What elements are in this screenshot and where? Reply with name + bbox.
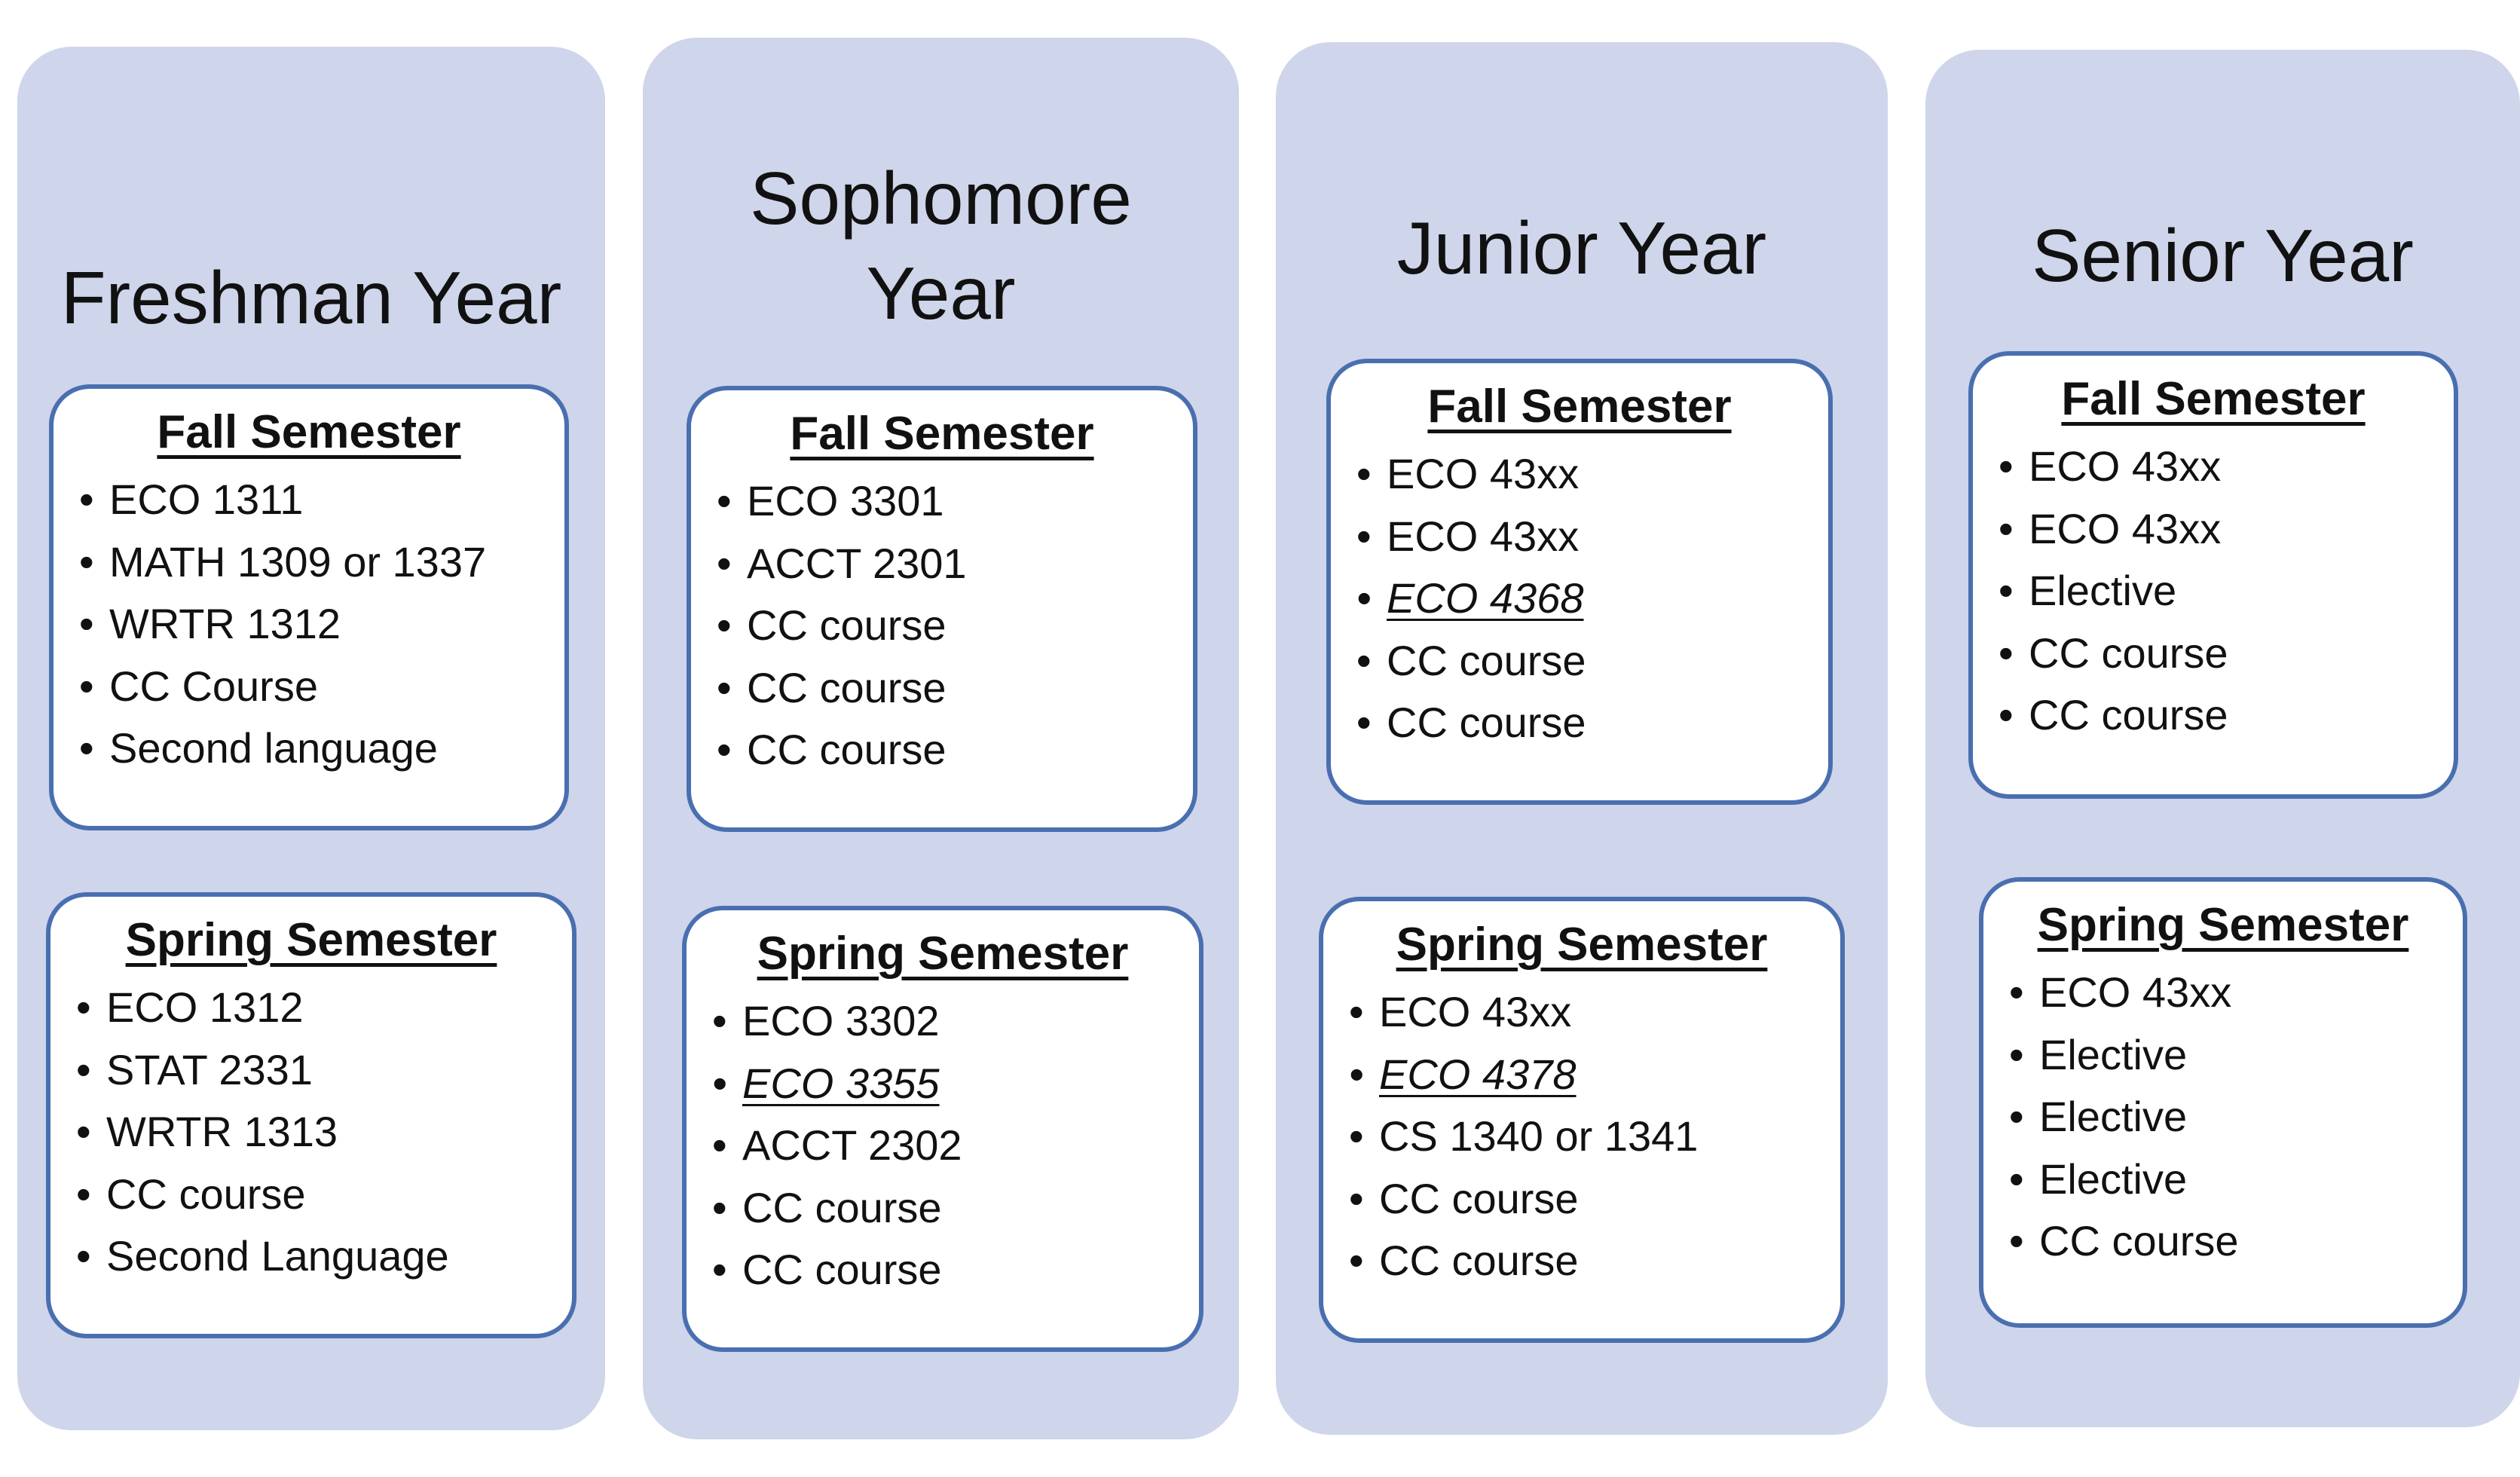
semester-card-fall	[49, 384, 569, 830]
course-item: • CC course	[1999, 684, 2454, 747]
course-item: • ECO 43xx	[2009, 962, 2463, 1024]
course-item-emphasized: • ECO 4368	[1356, 567, 1828, 630]
semester-title: Fall Semester	[1427, 381, 1732, 433]
course-item: • STAT 2331	[76, 1039, 572, 1102]
course-item-emphasized: • ECO 3355	[712, 1053, 1199, 1115]
course-list	[691, 470, 1193, 781]
course-item: • ECO 43xx	[1356, 443, 1828, 506]
year-column-junior	[1276, 42, 1888, 1435]
course-item: • Second Language	[76, 1225, 572, 1288]
course-list	[687, 990, 1199, 1301]
course-item: • ECO 3302	[712, 990, 1199, 1053]
year-title: Freshman Year	[60, 256, 562, 339]
semester-card-fall	[687, 386, 1197, 832]
course-item: • ECO 43xx	[1999, 498, 2454, 561]
course-item: • ACCT 2302	[712, 1115, 1199, 1177]
year-title: Junior Year	[1396, 206, 1767, 289]
semester-card-spring	[46, 892, 576, 1338]
semester-title: Fall Semester	[157, 406, 461, 458]
course-item: • CS 1340 or 1341	[1349, 1105, 1840, 1168]
semester-title: Spring Semester	[1396, 919, 1768, 971]
course-item: • ECO 43xx	[1356, 506, 1828, 568]
semester-title: Fall Semester	[790, 408, 1094, 460]
course-item: • CC course	[712, 1177, 1199, 1240]
course-item-emphasized: • ECO 4378	[1349, 1044, 1840, 1106]
course-item: • WRTR 1313	[76, 1101, 572, 1164]
course-item: • ECO 3301	[717, 470, 1193, 533]
course-list	[54, 469, 564, 780]
semester-title: Spring Semester	[2037, 899, 2409, 951]
year-column-freshman	[17, 47, 605, 1430]
year-column-senior	[1925, 50, 2520, 1427]
course-item: • CC course	[1349, 1168, 1840, 1231]
course-item: • CC course	[2009, 1210, 2463, 1273]
semester-card-fall	[1968, 351, 2458, 799]
course-item: • Elective	[2009, 1148, 2463, 1211]
course-item: • ECO 1312	[76, 977, 572, 1039]
course-item: • CC Course	[79, 656, 564, 718]
course-item: • CC course	[1349, 1230, 1840, 1292]
course-item: • Second language	[79, 717, 564, 780]
course-item: • Elective	[2009, 1024, 2463, 1087]
course-list	[50, 977, 572, 1288]
course-item: • ECO 1311	[79, 469, 564, 531]
course-list	[1983, 962, 2463, 1273]
semester-title: Fall Semester	[2061, 373, 2366, 425]
year-column-sophomore	[643, 38, 1239, 1439]
course-item: • ECO 43xx	[1999, 436, 2454, 498]
course-item: • CC course	[1356, 630, 1828, 693]
semester-title: Spring Semester	[757, 928, 1129, 980]
course-item: • MATH 1309 or 1337	[79, 531, 564, 594]
year-title: Senior Year	[2032, 214, 2414, 297]
semester-card-spring	[1319, 897, 1845, 1343]
course-item: • WRTR 1312	[79, 593, 564, 656]
semester-title: Spring Semester	[125, 914, 497, 966]
course-item: • ECO 43xx	[1349, 981, 1840, 1044]
course-list	[1331, 443, 1828, 754]
semester-card-fall	[1326, 359, 1833, 805]
semester-card-spring	[682, 906, 1203, 1352]
course-item: • CC course	[1356, 692, 1828, 754]
course-list	[1323, 981, 1840, 1292]
course-item: • Elective	[2009, 1086, 2463, 1148]
course-item: • CC course	[76, 1164, 572, 1226]
course-item: • CC course	[712, 1239, 1199, 1301]
course-list	[1973, 436, 2454, 747]
year-title: Sophomore Year	[750, 157, 1132, 335]
course-item: • ACCT 2301	[717, 533, 1193, 595]
course-item: • Elective	[1999, 560, 2454, 622]
course-item: • CC course	[717, 657, 1193, 720]
course-item: • CC course	[1999, 622, 2454, 685]
semester-card-spring	[1979, 877, 2467, 1328]
course-item: • CC course	[717, 719, 1193, 781]
course-item: • CC course	[717, 595, 1193, 657]
